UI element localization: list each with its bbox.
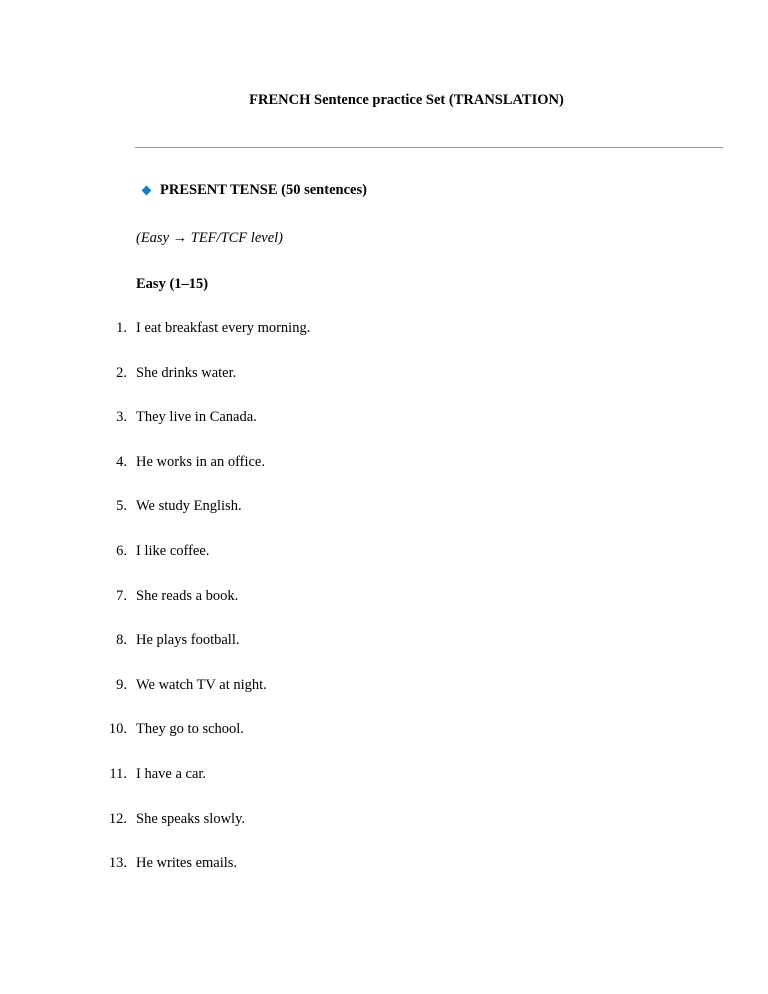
item-text: She reads a book. — [136, 587, 239, 604]
item-text: They go to school. — [136, 721, 244, 738]
sentence-list — [0, 320, 768, 900]
list-item — [0, 677, 768, 722]
list-item — [0, 409, 768, 454]
item-text: She drinks water. — [136, 364, 237, 381]
list-item — [0, 632, 768, 677]
section-heading-text: PRESENT TENSE (50 sentences) — [160, 182, 367, 198]
list-item — [0, 543, 768, 588]
list-item — [0, 588, 768, 633]
item-number: 8. — [116, 632, 127, 649]
list-item — [0, 721, 768, 766]
subsection-heading: Easy (1–15) — [136, 276, 209, 292]
item-text: She speaks slowly. — [136, 810, 246, 827]
list-item — [0, 454, 768, 499]
level-note: (Easy → TEF/TCF level) — [136, 230, 283, 246]
section-heading — [141, 182, 367, 199]
list-item — [0, 365, 768, 410]
item-number: 10. — [108, 721, 127, 738]
list-item — [0, 498, 768, 543]
item-text: They live in Canada. — [136, 409, 257, 426]
item-number: 13. — [108, 855, 127, 872]
item-number: 3. — [116, 409, 127, 426]
item-number: 12. — [108, 810, 127, 827]
item-text: He writes emails. — [136, 855, 238, 872]
item-number: 1. — [116, 320, 127, 336]
item-number: 11. — [109, 765, 127, 782]
item-number: 6. — [116, 542, 127, 559]
horizontal-divider — [135, 147, 723, 148]
item-text: We watch TV at night. — [136, 676, 267, 693]
item-text: I eat breakfast every morning. — [136, 320, 311, 336]
diamond-icon — [142, 186, 152, 196]
list-item — [0, 811, 768, 856]
document-title: FRENCH Sentence practice Set (TRANSLATION) — [249, 92, 564, 108]
item-text: He works in an office. — [136, 453, 265, 470]
item-number: 5. — [116, 498, 127, 515]
item-text: I like coffee. — [136, 542, 210, 559]
item-number: 7. — [116, 587, 127, 604]
item-number: 2. — [116, 364, 127, 381]
list-item — [0, 320, 768, 365]
item-text: We study English. — [136, 498, 242, 515]
item-text: He plays football. — [136, 632, 240, 649]
item-text: I have a car. — [136, 765, 207, 782]
item-number: 4. — [116, 453, 127, 470]
item-number: 9. — [116, 676, 127, 693]
list-item — [0, 855, 768, 900]
list-item — [0, 766, 768, 811]
